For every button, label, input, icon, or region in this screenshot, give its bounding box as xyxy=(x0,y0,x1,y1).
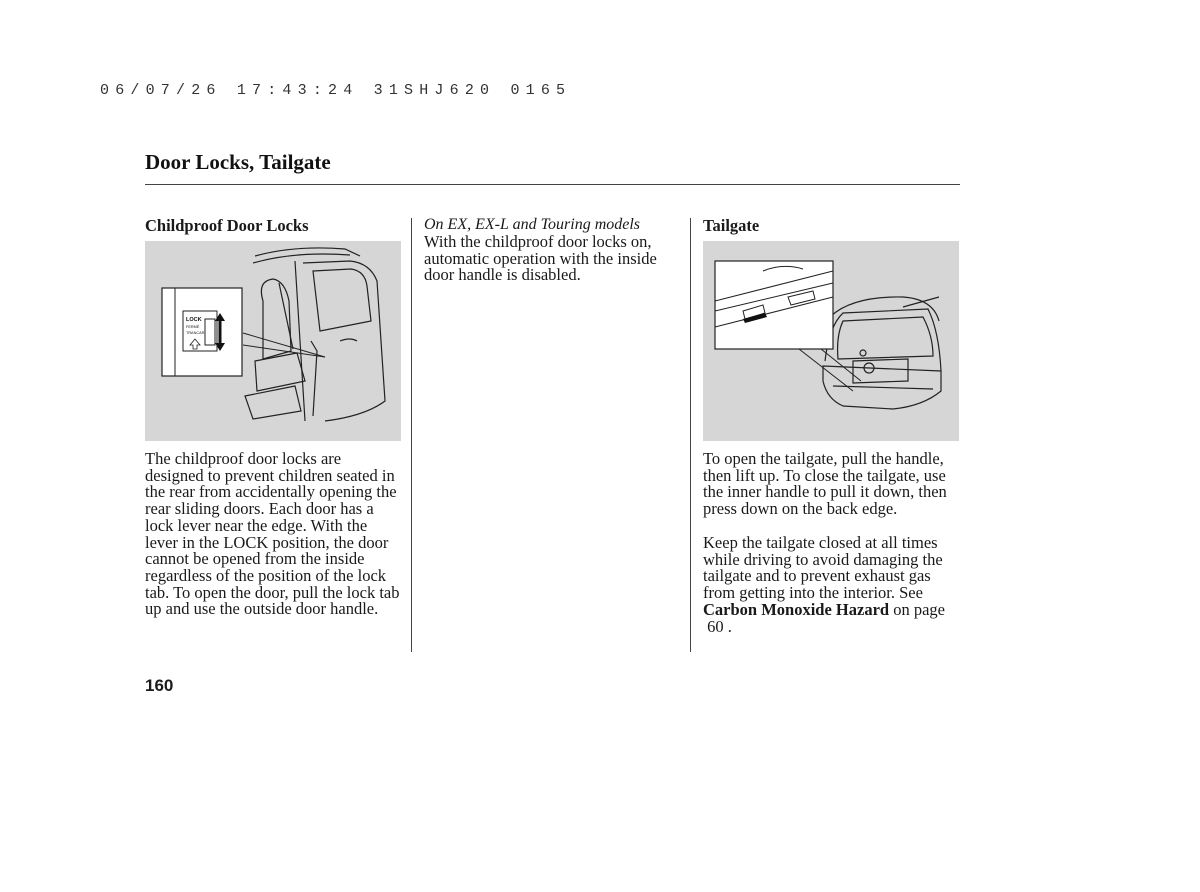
carbon-monoxide-link[interactable]: Carbon Monoxide Hazard xyxy=(703,599,890,619)
page-ref-number[interactable]: 60 xyxy=(707,616,724,636)
section-title: Door Locks, Tailgate xyxy=(145,150,331,174)
tailgate-figure xyxy=(703,241,959,441)
print-stamp: 06/07/26 17:43:24 31SHJ620 0165 xyxy=(100,82,572,99)
page-ref-prefix: on page xyxy=(893,599,945,619)
sliding-door-illustration xyxy=(145,241,401,441)
lock-label: LOCK xyxy=(186,317,202,323)
middle-body: With the childproof door locks on, automatic operation with the inside door handle is disabled. xyxy=(424,232,657,285)
ferme-label: FERMÉ xyxy=(186,325,200,329)
tailgate-illustration xyxy=(703,241,959,441)
column-divider-right xyxy=(690,218,691,652)
page-number: 160 xyxy=(145,676,174,695)
childproof-body: The childproof door locks are designed to prevent children seated in the rear from accidentally opening the rear sliding doors. Each door has a lock lever near the edge. With the lever in the LOCK position, the door cannot be opened from the inside regardless of the position of the lock tab. To open the door, pull the lock tab up and use the outside door handle. xyxy=(145,449,400,619)
childproof-heading: Childproof Door Locks xyxy=(145,216,309,235)
tailgate-paragraph-2 xyxy=(703,535,961,635)
trancar-label: TRANCAR xyxy=(186,331,205,335)
title-rule xyxy=(145,184,960,185)
childproof-lock-figure xyxy=(145,241,401,441)
tailgate-paragraph-2-text: Keep the tailgate closed at all times while driving to avoid damaging the tailgate and to prevent exhaust gas from getting into the interior. See xyxy=(703,533,943,603)
column-divider-left xyxy=(411,218,412,652)
tailgate-paragraph-1: To open the tailgate, pull the handle, then lift up. To close the tailgate, use the inner handle to pull it down, then press down on the back edge. xyxy=(703,449,947,519)
tailgate-heading: Tailgate xyxy=(703,216,760,235)
page-ref-suffix: . xyxy=(727,616,732,636)
model-note: On EX, EX-L and Touring models xyxy=(424,216,641,233)
